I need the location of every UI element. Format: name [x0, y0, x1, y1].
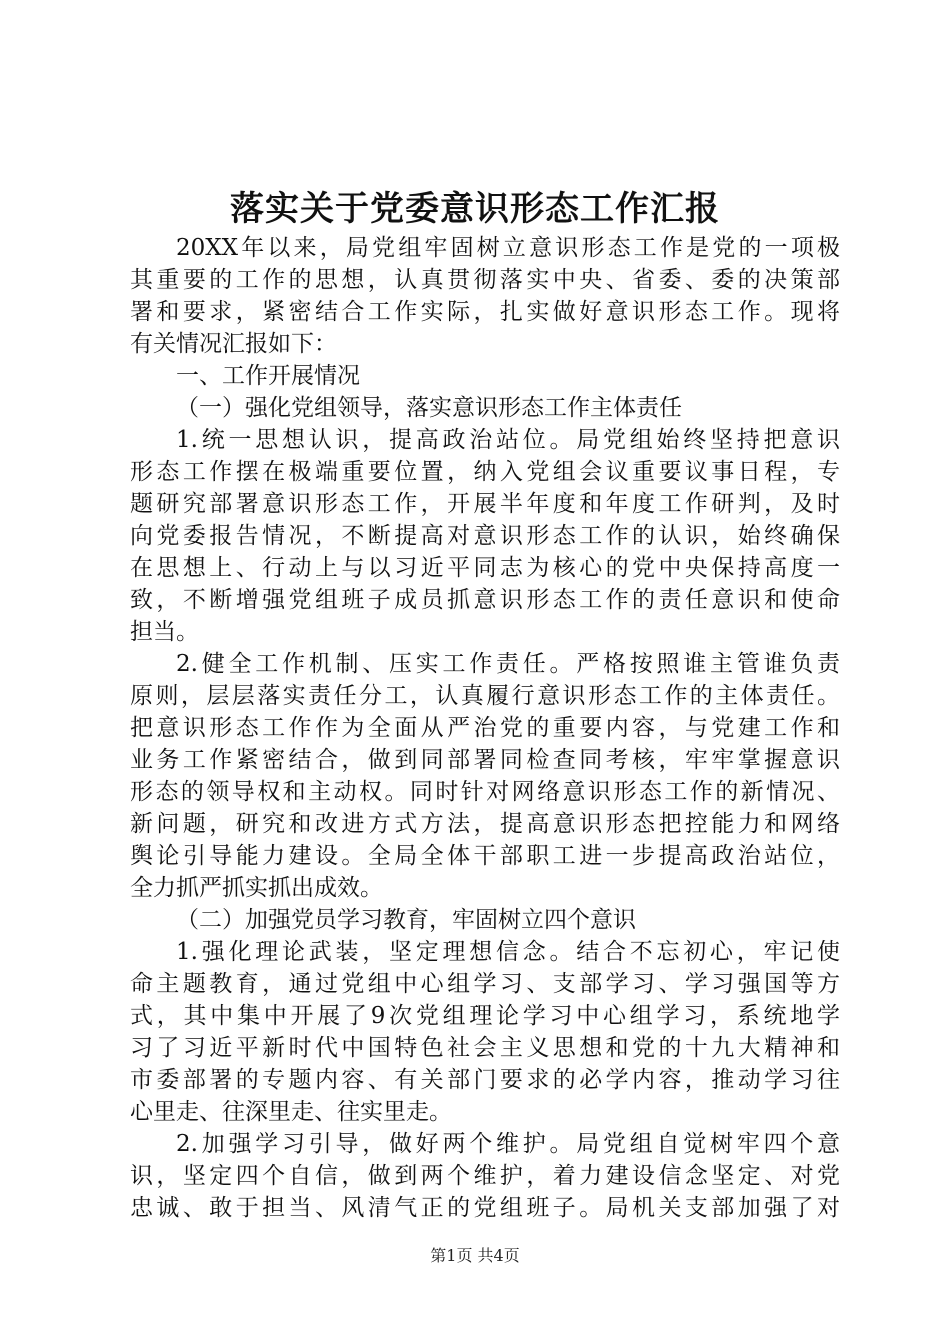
text-line: （一）强化党组领导，落实意识形态工作主体责任 — [176, 395, 682, 421]
text-line: （二）加强党员学习教育，牢固树立四个意识 — [176, 907, 636, 933]
document-title: 落实关于党委意识形态工作汇报 — [230, 189, 720, 229]
text-line: 1.强化理论武装，坚定理想信念。结合不忘初心，牢记使 — [176, 939, 840, 965]
text-line: 舆论引导能力建设。全局全体干部职工进一步提高政治站位， — [130, 843, 840, 869]
text-line: 形态工作摆在极端重要位置，纳入党组会议重要议事日程，专 — [130, 459, 840, 485]
text-line: 新问题，研究和改进方式方法，提高意识形态把控能力和网络 — [130, 811, 840, 837]
text-line: 其重要的工作的思想，认真贯彻落实中央、省委、委的决策部 — [130, 267, 840, 293]
document-body — [130, 232, 840, 1224]
text-line: 原则，层层落实责任分工，认真履行意识形态工作的主体责任。 — [130, 683, 840, 709]
text-line: 心里走、往深里走、往实里走。 — [130, 1099, 452, 1125]
text-line: 向党委报告情况，不断提高对意识形态工作的认识，始终确保 — [130, 523, 840, 549]
text-line: 一、工作开展情况 — [176, 363, 360, 389]
text-line: 式，其中集中开展了9次党组理论学习中心组学习，系统地学 — [130, 1003, 840, 1029]
text-line: 把意识形态工作作为全面从严治党的重要内容，与党建工作和 — [130, 715, 840, 741]
text-line: 20XX年以来，局党组牢固树立意识形态工作是党的一项极 — [176, 235, 840, 261]
text-line: 命主题教育，通过党组中心组学习、支部学习、学习强国等方 — [130, 971, 840, 997]
text-line: 1.统一思想认识，提高政治站位。局党组始终坚持把意识 — [176, 427, 840, 453]
text-line: 题研究部署意识形态工作，开展半年度和年度工作研判，及时 — [130, 491, 840, 517]
text-line: 在思想上、行动上与以习近平同志为核心的党中央保持高度一 — [130, 555, 840, 581]
text-line: 形态的领导权和主动权。同时针对网络意识形态工作的新情况、 — [130, 779, 840, 805]
page-footer: 第1页 共4页 — [430, 1246, 520, 1265]
text-line: 全力抓严抓实抓出成效。 — [130, 875, 383, 901]
text-line: 识，坚定四个自信，做到两个维护，着力建设信念坚定、对党 — [130, 1163, 840, 1189]
text-line: 习了习近平新时代中国特色社会主义思想和党的十九大精神和 — [130, 1035, 840, 1061]
text-line: 市委部署的专题内容、有关部门要求的必学内容，推动学习往 — [130, 1067, 840, 1093]
text-line: 2.健全工作机制、压实工作责任。严格按照谁主管谁负责 — [176, 651, 840, 677]
text-line: 忠诚、敢于担当、风清气正的党组班子。局机关支部加强了对 — [130, 1195, 840, 1221]
text-line: 署和要求，紧密结合工作实际，扎实做好意识形态工作。现将 — [130, 299, 840, 325]
text-line: 担当。 — [130, 619, 199, 645]
text-line: 业务工作紧密结合，做到同部署同检查同考核，牢牢掌握意识 — [130, 747, 840, 773]
text-line: 2.加强学习引导，做好两个维护。局党组自觉树牢四个意 — [176, 1131, 840, 1157]
text-line: 有关情况汇报如下： — [130, 331, 337, 357]
text-line: 致，不断增强党组班子成员抓意识形态工作的责任意识和使命 — [130, 587, 840, 613]
